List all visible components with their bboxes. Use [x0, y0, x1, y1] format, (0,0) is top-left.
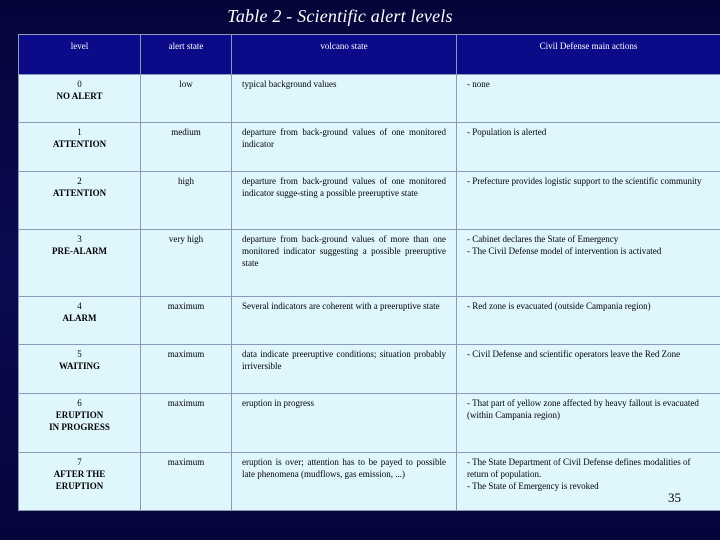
level-number: 0	[77, 79, 82, 89]
level-cell	[19, 453, 141, 511]
level-number: 2	[77, 176, 82, 186]
table-row	[19, 230, 720, 297]
action-item: - The State of Emergency is revoked	[467, 481, 599, 491]
action-item: - Cabinet declares the State of Emergency	[467, 234, 619, 244]
table-row	[19, 453, 720, 511]
action-item: - The Civil Defense model of intervention is activated	[467, 246, 662, 256]
level-name: PRE-ALARM	[52, 246, 107, 256]
table-row	[19, 297, 720, 345]
level-cell	[19, 172, 141, 230]
level-cell	[19, 345, 141, 394]
actions-cell	[457, 172, 720, 230]
header-volcano-state: volcano state	[232, 35, 457, 75]
alert-state-cell: maximum	[141, 453, 232, 511]
level-number: 6	[77, 398, 82, 408]
level-name: ATTENTION	[52, 188, 107, 198]
actions-cell	[457, 230, 720, 297]
volcano-state-cell: eruption in progress	[232, 394, 457, 453]
page-number: 35	[668, 490, 681, 505]
volcano-state-cell: data indicate preeruptive conditions; situation probably irriversible	[232, 345, 457, 394]
actions-cell	[457, 75, 720, 123]
header-civil-defense-actions: Civil Defense main actions	[457, 35, 720, 75]
table-header-row	[19, 35, 720, 75]
slide-title: Table 2 - Scientific alert levels	[227, 6, 453, 26]
volcano-state-cell: departure from back-ground values of one monitored indicator sugge-sting a possible preeruptive state	[232, 172, 457, 230]
level-name: WAITING	[58, 361, 100, 371]
actions-cell	[457, 123, 720, 172]
level-cell	[19, 230, 141, 297]
volcano-state-cell: typical background values	[232, 75, 457, 123]
level-name: ERUPTION IN PROGRESS	[49, 410, 110, 432]
level-name: AFTER THE ERUPTION	[53, 469, 106, 491]
volcano-state-cell: eruption is over; attention has to be payed to possible late phenomena (mudflows, gas emission, ...)	[232, 453, 457, 511]
action-item: - none	[467, 79, 490, 89]
action-item: - That part of yellow zone affected by heavy fallout is evacuated (within Campania region)	[467, 398, 699, 420]
volcano-state-cell: Several indicators are coherent with a preeruptive state	[232, 297, 457, 345]
header-level: level	[19, 35, 141, 75]
level-number: 7	[77, 457, 82, 467]
action-item: - Population is alerted	[467, 127, 547, 137]
table-row	[19, 172, 720, 230]
volcano-state-cell: departure from back-ground values of one monitored indicator	[232, 123, 457, 172]
level-name: NO ALERT	[56, 91, 103, 101]
level-number: 4	[77, 301, 82, 311]
alert-state-cell: high	[141, 172, 232, 230]
level-cell	[19, 75, 141, 123]
actions-cell	[457, 297, 720, 345]
table-row	[19, 394, 720, 453]
alert-state-cell: maximum	[141, 345, 232, 394]
alert-state-cell: very high	[141, 230, 232, 297]
action-item: - Prefecture provides logistic support to the scientific community	[467, 176, 702, 186]
table-row	[19, 75, 720, 123]
action-item: - Red zone is evacuated (outside Campania region)	[467, 301, 651, 311]
actions-cell	[457, 345, 720, 394]
level-name: ATTENTION	[52, 139, 107, 149]
alert-state-cell: maximum	[141, 394, 232, 453]
level-number: 5	[77, 349, 82, 359]
level-cell	[19, 297, 141, 345]
volcano-state-cell: departure from back-ground values of more than one monitored indicator suggesting a possible preeruptive state	[232, 230, 457, 297]
level-cell	[19, 123, 141, 172]
level-number: 3	[77, 234, 82, 244]
alert-levels-table	[18, 34, 720, 511]
alert-state-cell: maximum	[141, 297, 232, 345]
actions-cell	[457, 394, 720, 453]
alert-state-cell: medium	[141, 123, 232, 172]
level-number: 1	[77, 127, 82, 137]
alert-state-cell: low	[141, 75, 232, 123]
table-row	[19, 123, 720, 172]
header-alert-state: alert state	[141, 35, 232, 75]
table-row	[19, 345, 720, 394]
action-item: - Civil Defense and scientific operators leave the Red Zone	[467, 349, 681, 359]
action-item: - The State Department of Civil Defense defines modalities of return of population.	[467, 457, 691, 479]
level-cell	[19, 394, 141, 453]
level-name: ALARM	[62, 313, 97, 323]
